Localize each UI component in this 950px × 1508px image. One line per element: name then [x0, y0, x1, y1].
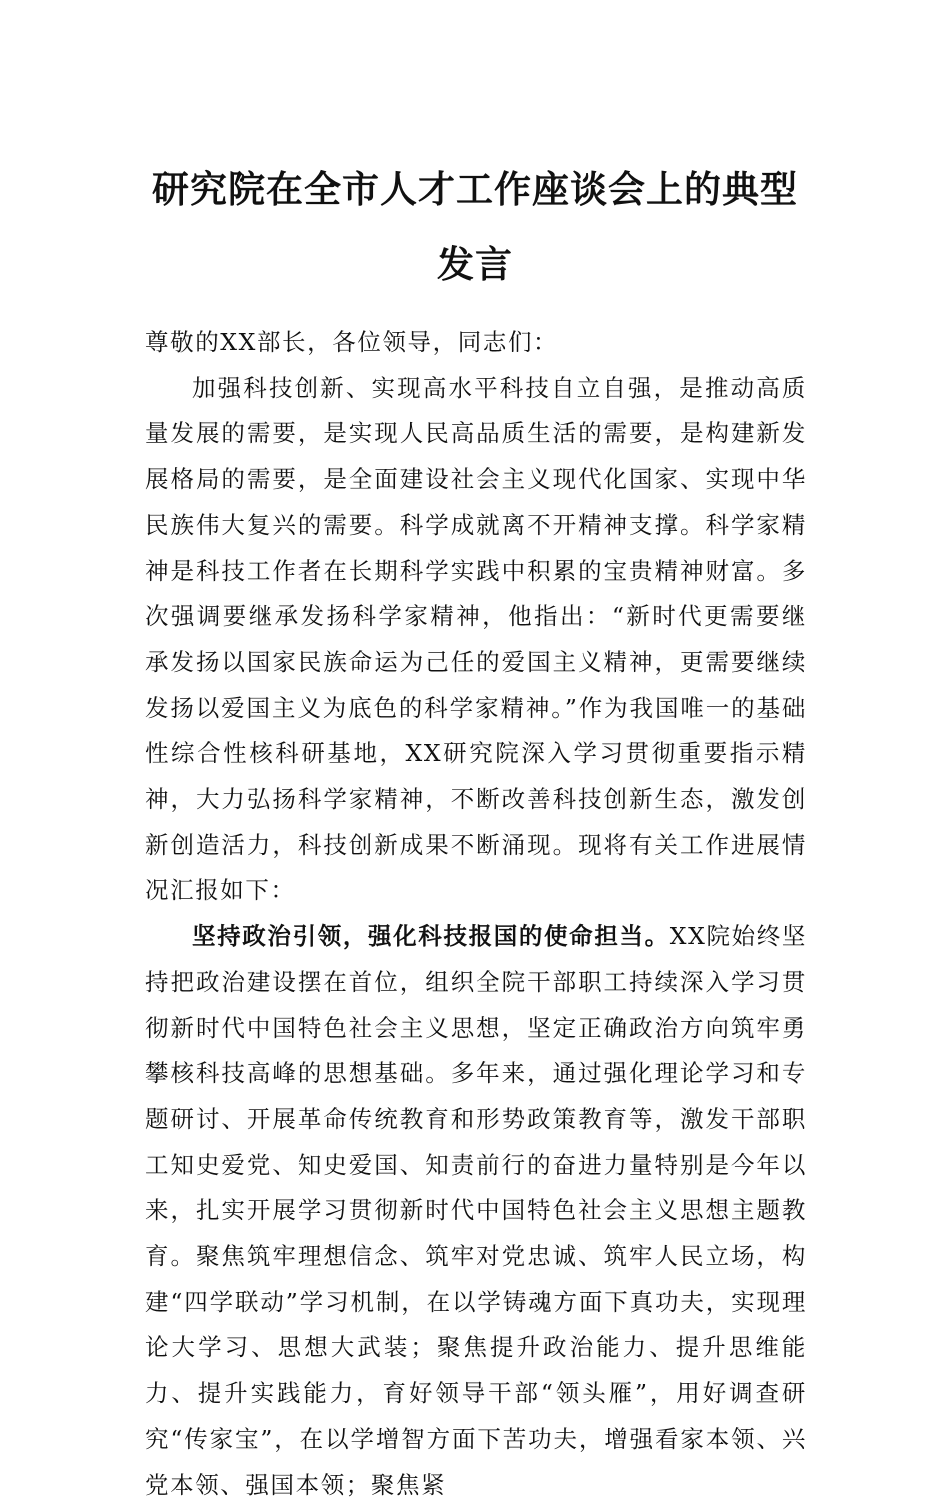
paragraph-intro [145, 366, 807, 914]
paragraph-political-leadership-text: XX院始终坚持把政治建设摆在首位，组织全院干部职工持续深入学习贯彻新时代中国特色社会主义思想，坚定正确政治方向筑牢勇攀核科技高峰的思想基础。多年来，通过强化理论学习和专题研讨、开展革命传统教育和形势政策教育等，激发干部职工知史爱党、知史爱国、知责前行的奋进力量特别是今年以来，扎实开展学习贯彻新时代中国特色社会主义思想主题教育。聚焦筑牢理想信念、筑牢对党忠诚、筑牢人民立场，构建“四学联动”学习机制，在以学铸魂方面下真功夫，实现理论大学习、思想大武装；聚焦提升政治能力、提升思维能力、提升实践能力，育好领导干部“领头雁”，用好调查研究“传家宝”，在以学增智方面下苦功夫，增强看家本领、兴党本领、强国本领；聚焦紧 [145, 922, 808, 1499]
paragraph-political-leadership [145, 914, 807, 1508]
paragraph-lead-heading: 坚持政治引领，强化科技报国的使命担当。 [192, 922, 670, 951]
document-body [145, 320, 807, 1508]
salutation: 尊敬的XX部长，各位领导，同志们： [145, 328, 559, 356]
document-title: 研究院在全市人才工作座谈会上的典型发言 [152, 167, 798, 286]
paragraph-intro-text: 加强科技创新、实现高水平科技自立自强，是推动高质量发展的需要，是实现人民高品质生活的需要，是构建新发展格局的需要，是全面建设社会主义现代化国家、实现中华民族伟大复兴的需要。科学成就离不开精神支撑。科学家精神是科技工作者在长期科学实践中积累的宝贵精神财富。多次强调要继承发扬科学家精神，他指出：“新时代更需要继承发扬以国家民族命运为己任的爱国主义精神，更需要继续发扬以爱国主义为底色的科学家精神。”作为我国唯一的基础性综合性核科研基地，XX研究院深入学习贯彻重要指示精神，大力弘扬科学家精神，不断改善科技创新生态，激发创新创造活力，科技创新成果不断涌现。现将有关工作进展情况汇报如下： [145, 373, 807, 905]
